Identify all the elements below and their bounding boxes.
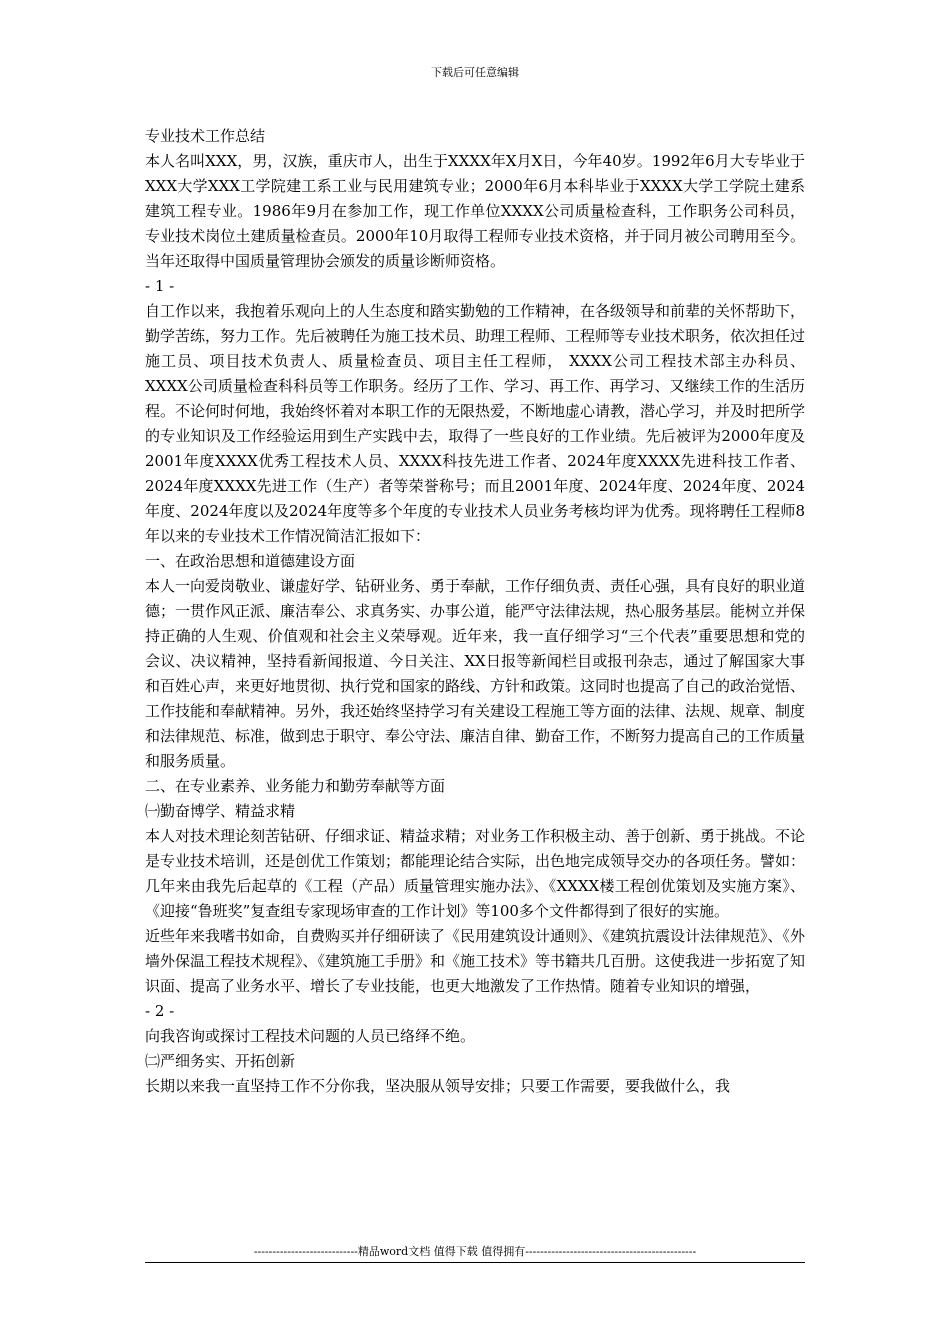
page-number-1: - 1 - — [145, 277, 175, 295]
footer-divider — [145, 1262, 805, 1263]
paragraph-consultation: 向我咨询或探讨工程技术问题的人员已络绎不绝。 — [145, 1027, 476, 1045]
paragraph-work-history: 自工作以来，我抱着乐观向上的人生态度和踏实勤勉的工作精神，在各级领导和前辈的关怀帮助下，勤学苦练，努力工作。先后被聘任为施工技术员、助理工程师、工程师等专业技术职务，依次担任过施工员、项目技术负责人、质量检查员、项目主任工程师， XXXX公司工程技术部主办科员、XXXX公司质量检查科科员等工作职务。经历了工作、学习、再工作、再学习、又继续工作的生活历程。不论何时何地，我始终怀着对本职工作的无限热爱，不断地虚心请教，潜心学习，并及时把所学的专业知识及工作经验运用到生产实践中去，取得了一些良好的工作业绩。先后被评为2000年度及2001年度XXXX优秀工程技术人员、XXXX科技先进工作者、2024年度XXXX先进科技工作者、2024年度XXXX先进工作（生产）者等荣誉称号；而且2001年度、2024年度、2024年度、2024年度、2024年度以及2024年度等多个年度的专业技术人员业务考核均评为优秀。现将聘任工程师8年以来的专业技术工作情况简洁汇报如下： — [145, 302, 806, 545]
page-header: 下载后可任意编辑 — [431, 66, 519, 79]
subsection-heading-2: ㈡严细务实、开拓创新 — [145, 1052, 296, 1070]
paragraph-reading: 近些年来我嗜书如命，自费购买并仔细研读了《民用建筑设计通则》、《建筑抗震设计法律规范》、《外墙外保温工程技术规程》、《建筑施工手册》和《施工技术》等书籍共几百册。这使我进一步拓宽了知识面、提高了业务水平、增长了专业技能，也更大地激发了工作热情。随着专业知识的增强， — [145, 927, 806, 995]
paragraph-technical-study: 本人对技术理论刻苦钻研、仔细求证、精益求精；对业务工作积极主动、善于创新、勇于挑战。不论是专业技术培训，还是创优工作策划；都能理论结合实际，出色地完成领导交办的各项任务。譬如：几年来由我先后起草的《工程（产品）质量管理实施办法》、《XXXX楼工程创优策划及实施方案》、《迎接“鲁班奖”复查组专家现场审查的工作计划》等100多个文件都得到了很好的实施。 — [145, 827, 806, 920]
subsection-heading-1: ㈠勤奋博学、精益求精 — [145, 802, 296, 820]
page-footer: ----------------------------精品word文档 值得下载 值得拥有---------------------------------------------- — [253, 1245, 697, 1258]
document-title: 专业技术工作总结 — [145, 127, 266, 145]
paragraph-work-attitude: 长期以来我一直坚持工作不分你我，坚决服从领导安排；只要工作需要，要我做什么，我 — [145, 1077, 731, 1095]
section-heading-1: 一、在政治思想和道德建设方面 — [145, 552, 356, 570]
section-heading-2: 二、在专业素养、业务能力和勤劳奉献等方面 — [145, 777, 446, 795]
paragraph-political-ethics: 本人一向爱岗敬业、谦虚好学、钻研业务、勇于奉献，工作仔细负责、责任心强，具有良好的职业道德；一贯作风正派、廉洁奉公、求真务实、办事公道，能严守法律法规，热心服务基层。能树立并保持正确的人生观、价值观和社会主义荣辱观。近年来，我一直仔细学习“三个代表”重要思想和党的会议、决议精神，坚持看新闻报道、今日关注、XX日报等新闻栏目或报刊杂志，通过了解国家大事和百姓心声，来更好地贯彻、执行党和国家的路线、方针和政策。这同时也提高了自己的政治觉悟、工作技能和奉献精神。另外，我还始终坚持学习有关建设工程施工等方面的法律、法规、规章、制度和法律规范、标准，做到忠于职守、奉公守法、廉洁自律、勤奋工作，不断努力提高自己的工作质量和服务质量。 — [145, 577, 806, 770]
paragraph-personal-info: 本人名叫XXX，男，汉族，重庆市人，出生于XXXX年X月X日，今年40岁。1992年6月大专毕业于XXX大学XXX工学院建工系工业与民用建筑专业；2000年6月本科毕业于XXXX大学工学院土建系建筑工程专业。1986年9月在参加工作，现工作单位XXXX公司质量检查科，工作职务公司科员，专业技术岗位土建质量检查员。2000年10月取得工程师专业技术资格，并于同月被公司聘用至今。当年还取得中国质量管理协会颁发的质量诊断师资格。 — [145, 152, 805, 270]
document-body — [145, 124, 805, 1099]
page-number-2: - 2 - — [145, 1002, 175, 1020]
